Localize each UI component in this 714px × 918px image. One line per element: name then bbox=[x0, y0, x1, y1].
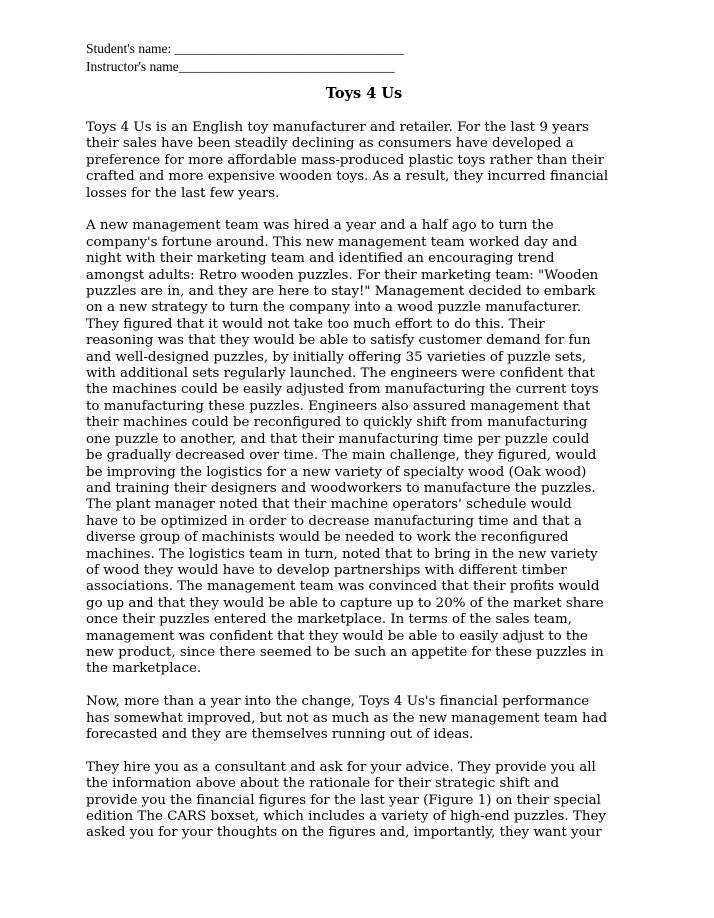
paragraph-new-management: A new management team was hired a year and a half ago to turn the company's fortune around. This new management team worked day and night with their marketing team and identified an encouraging trend amongst adults: Retro wooden puzzles. For their marketing team: "Wooden puzzles are in, and they are here to stay!" Management decided to embark on a new strategy to turn the company into a wood puzzle manufacturer. They figured that it would not take too much effort to do this. Their reasoning was that they would be able to satisfy customer demand for fun and well-designed puzzles, by initially offering 35 varieties of puzzle sets, with additional sets regularly launched. The engineers were confident that the machines could be easily adjusted from manufacturing the current toys to manufacturing these puzzles. Engineers also assured management that their machines could be reconfigured to quickly shift from manufacturing one puzzle to another, and that their manufacturing time per puzzle could be gradually decreased over time. The main challenge, they figured, would be improving the logistics for a new variety of specialty wood (Oak wood) and training their designers and woodworkers to manufacture the puzzles. The plant manager noted that their machine operators' schedule would have to be optimized in order to decrease manufacturing time and that a diverse group of machinists would be needed to work the reconfigured machines. The logistics team in turn, noted that to bring in the new variety of wood they would have to develop partnerships with different timber associations. The management team was convinced that their profits would go up and that they would be able to capture up to 20% of the market share once their puzzles entered the marketplace. In terms of the sales team, management was confident that they would be able to easily adjust to the new product, since there seemed to be such an appetite for these puzzles in the marketplace. bbox=[86, 218, 604, 677]
paragraph-current-state: Now, more than a year into the change, Toys 4 Us's financial performance has somewhat improved, but not as much as the new management team had forecasted and they are themselves running out of ideas. bbox=[86, 694, 608, 742]
paragraph-consultant-request: They hire you as a consultant and ask for your advice. They provide you all the information above about the rationale for their strategic shift and provide you the financial figures for the last year (Figure 1) on their special edition The CARS boxset, which includes a variety of high-end puzzles. They asked you for your thoughts on the figures and, importantly, they want your bbox=[86, 759, 606, 841]
paragraph-intro: Toys 4 Us is an English toy manufacturer and retailer. For the last 9 years their sales have been steadily declining as consumers have developed a preference for more affordable mass-produced plastic toys rather than their crafted and more expensive wooden toys. As a result, they incurred financial losses for the last few years. bbox=[86, 120, 609, 201]
document-page bbox=[86, 40, 642, 858]
document-title: Toys 4 Us bbox=[325, 85, 403, 102]
student-name-line: Student's name: __________________________________ bbox=[86, 41, 405, 56]
instructor-name-line: Instructor's name________________________________ bbox=[86, 59, 395, 74]
